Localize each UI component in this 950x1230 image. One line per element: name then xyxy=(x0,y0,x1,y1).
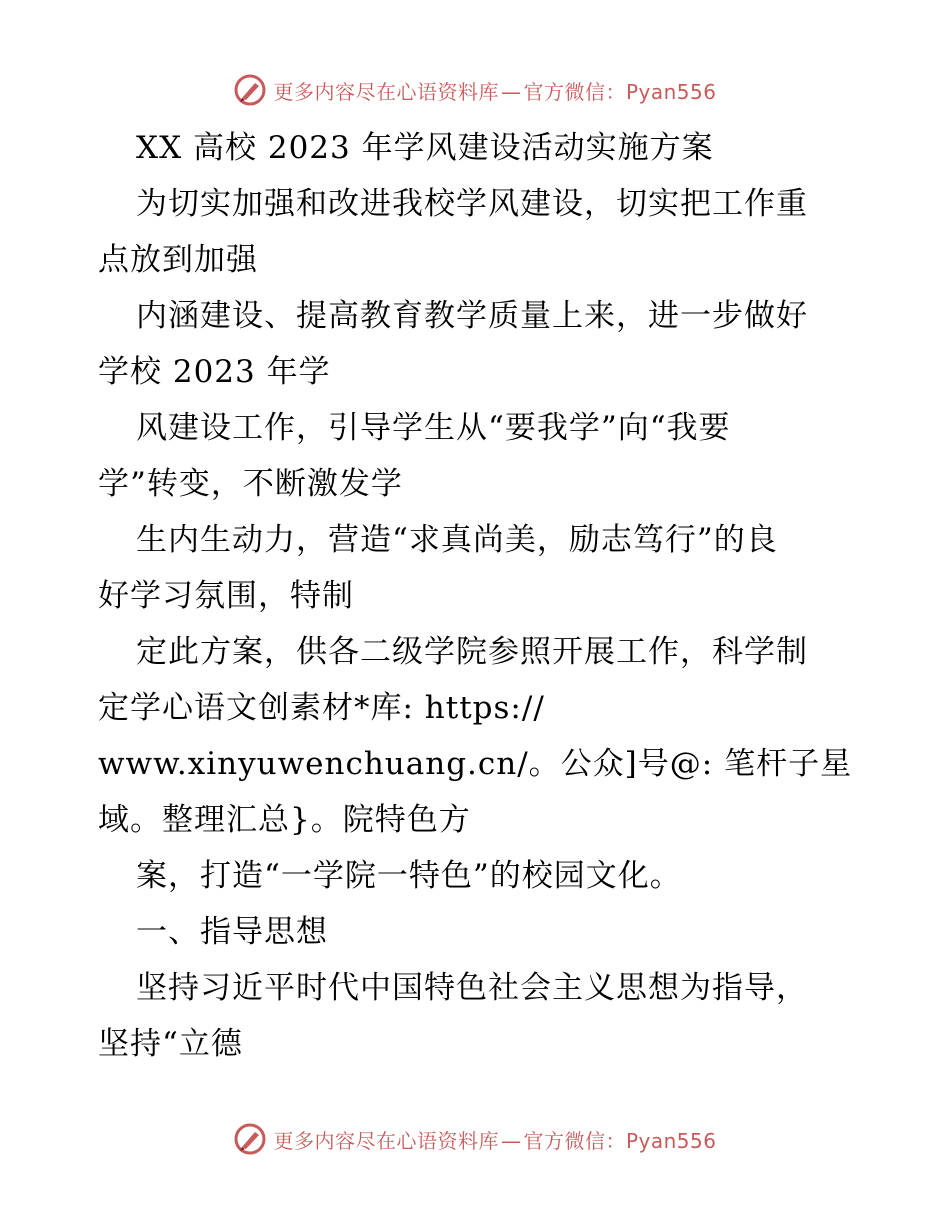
pen-logo-icon xyxy=(233,1122,267,1156)
document-line: 生内生动力，营造“求真尚美，励志笃行”的良 xyxy=(136,522,778,558)
document-line: XX 高校 2023 年学风建设活动实施方案 xyxy=(136,130,714,166)
document-line: 定学心语文创素材*库: https:// xyxy=(98,690,545,726)
document-line: 风建设工作，引导学生从“要我学”向“我要 xyxy=(136,410,731,446)
document-line: 学校 2023 年学 xyxy=(98,354,331,390)
document-line: 定此方案，供各二级学院参照开展工作，科学制 xyxy=(136,634,808,670)
banner-wechat: 官方微信：Pyan556 xyxy=(523,79,717,104)
document-line: 内涵建设、提高教育教学质量上来，进一步做好 xyxy=(136,298,808,334)
document-body xyxy=(98,120,858,1072)
document-line: 案，打造“一学院一特色”的校园文化。 xyxy=(136,858,682,894)
header-banner xyxy=(0,70,950,110)
footer-banner xyxy=(0,1119,950,1159)
document-line: 一、指导思想 xyxy=(136,914,328,950)
banner-title: 更多内容尽在心语资料库 xyxy=(273,79,499,104)
document-line: 坚持习近平时代中国特色社会主义思想为指导， xyxy=(136,970,808,1006)
banner-separator: — xyxy=(500,79,522,104)
banner-wechat: 官方微信：Pyan556 xyxy=(523,1128,717,1153)
document-line: 为切实加强和改进我校学风建设，切实把工作重 xyxy=(136,186,808,222)
document-line: 域。整理汇总}。院特色方 xyxy=(98,802,471,838)
document-line: 坚持“立德 xyxy=(98,1026,243,1062)
banner-title: 更多内容尽在心语资料库 xyxy=(273,1128,499,1153)
document-line: 好学习氛围，特制 xyxy=(98,578,354,614)
banner-separator: — xyxy=(500,1128,522,1153)
document-line: 点放到加强 xyxy=(98,242,258,278)
document-line: www.xinyuwenchuang.cn/。公众]号@: 笔杆子星 xyxy=(98,746,853,782)
pen-logo-icon xyxy=(233,73,267,107)
document-line: 学”转变，不断激发学 xyxy=(98,466,403,502)
